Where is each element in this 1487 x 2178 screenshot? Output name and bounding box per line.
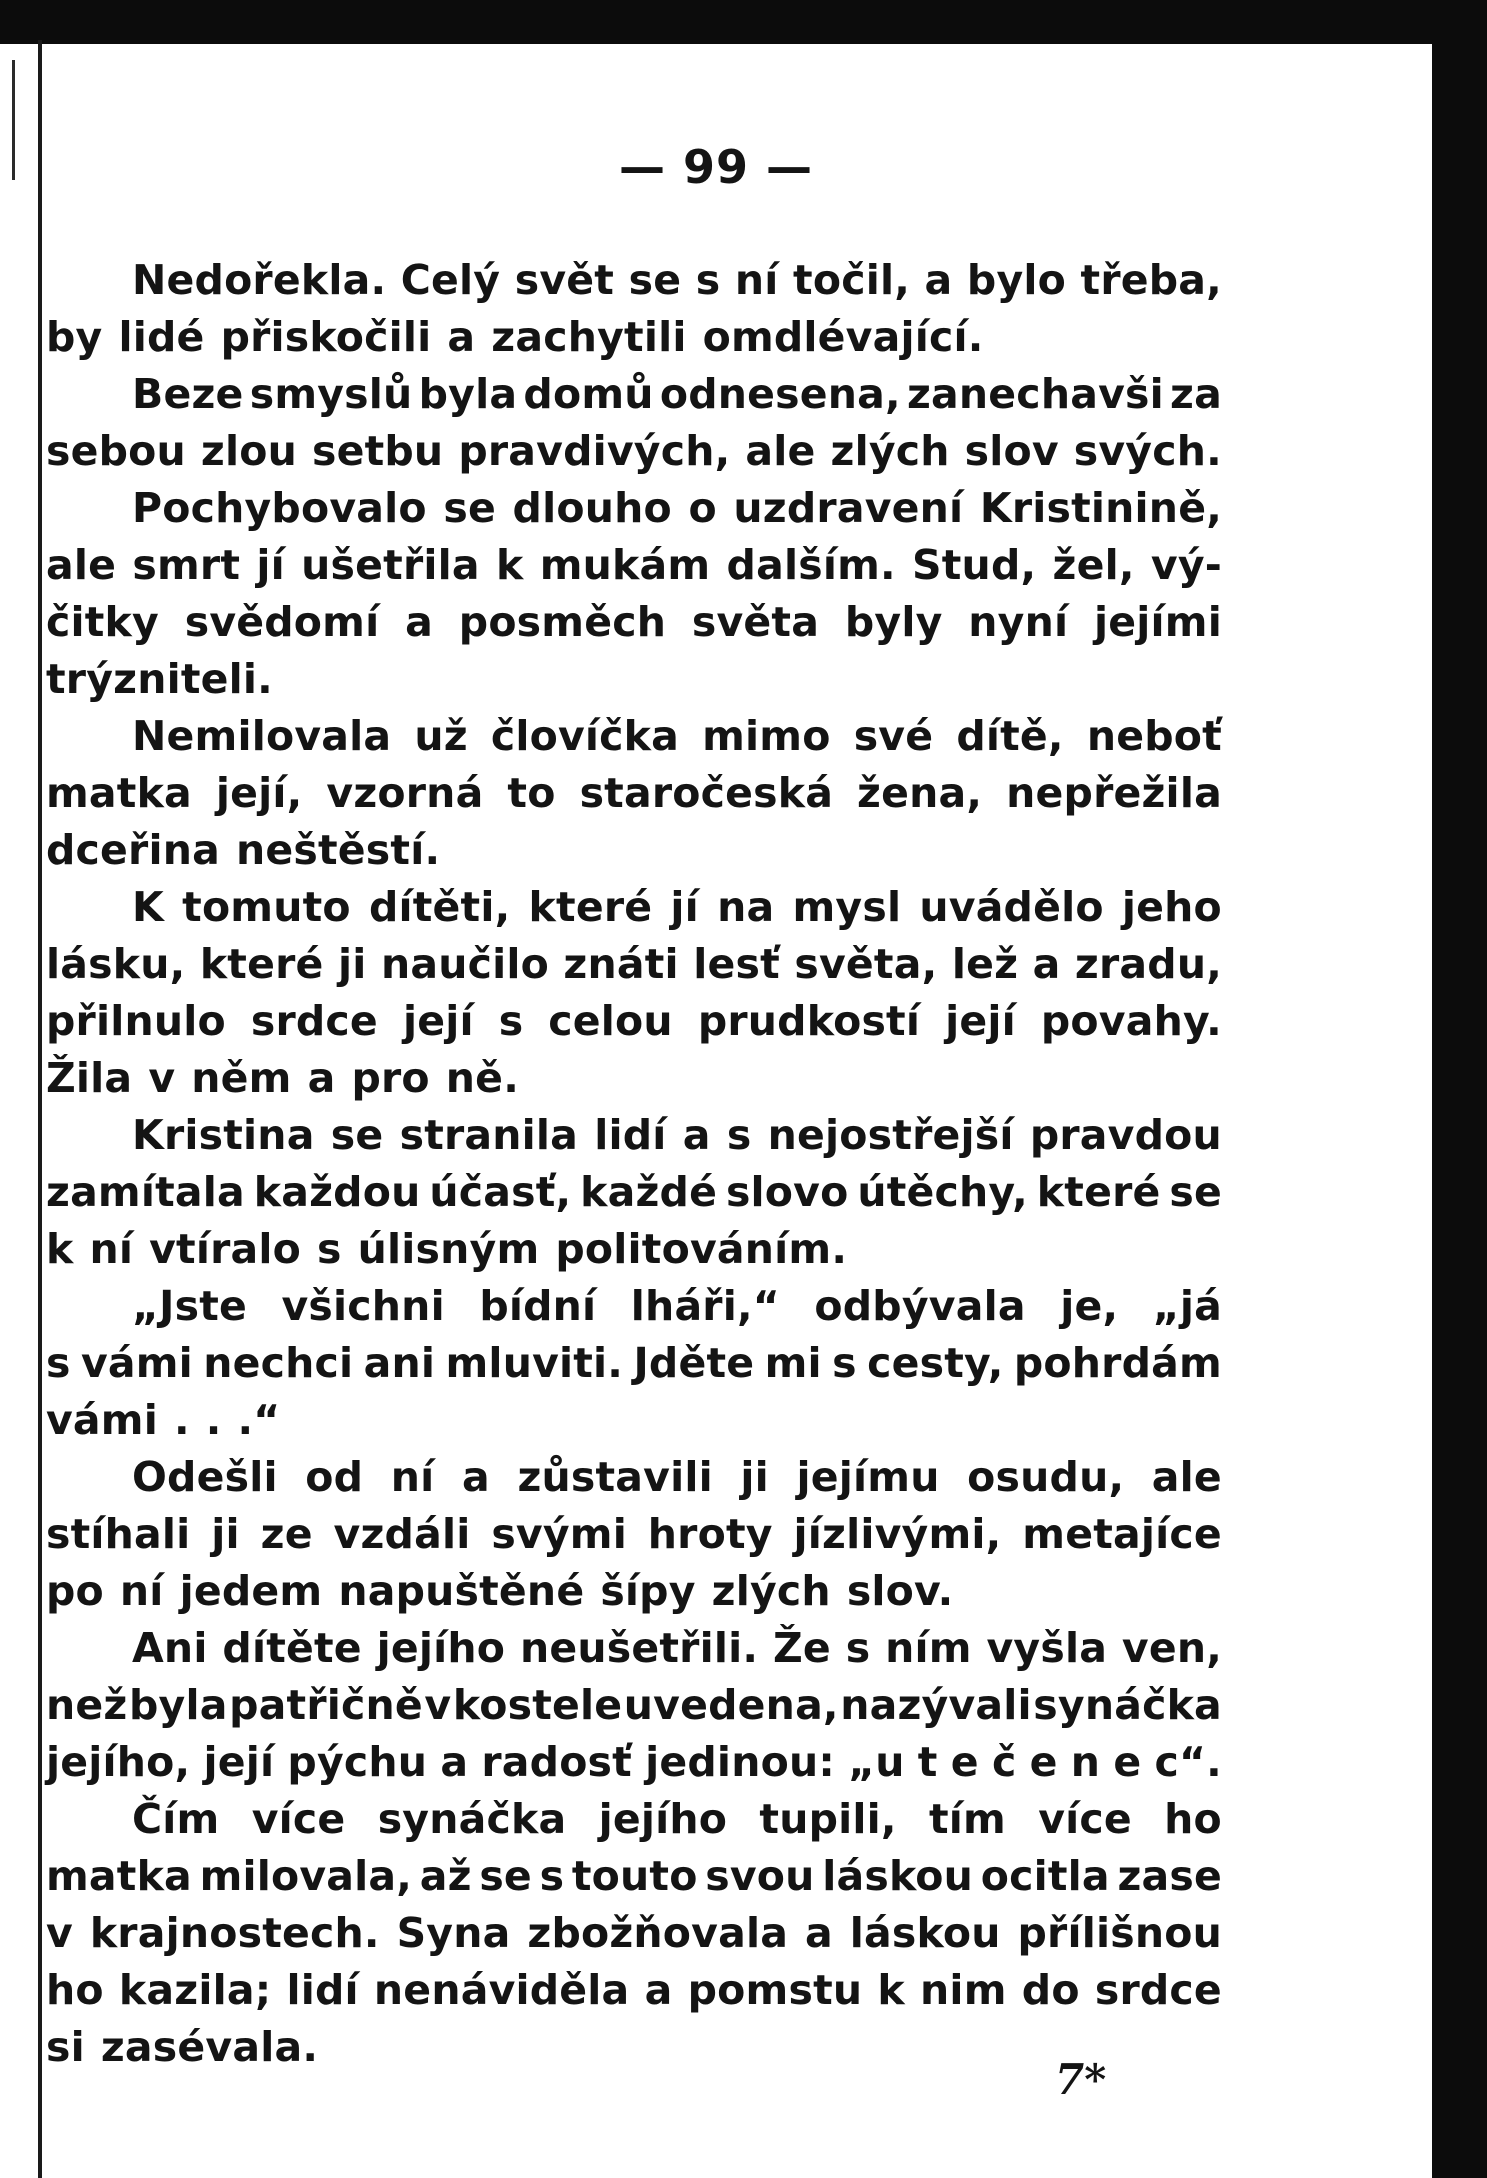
word: čitky bbox=[46, 598, 159, 646]
text-line bbox=[46, 484, 1222, 541]
word: k bbox=[46, 1225, 74, 1273]
word: zase bbox=[1117, 1852, 1222, 1900]
text-line bbox=[46, 370, 1222, 427]
word: . bbox=[173, 1396, 190, 1444]
word: všichni bbox=[281, 1282, 445, 1330]
word: e bbox=[1113, 1738, 1142, 1786]
word: ní bbox=[89, 1225, 134, 1273]
word: ji bbox=[740, 1453, 769, 1501]
word: a bbox=[447, 313, 476, 361]
word: za bbox=[1170, 370, 1222, 418]
word: s bbox=[832, 1339, 857, 1387]
word: její bbox=[203, 1738, 275, 1786]
text-line bbox=[46, 541, 1222, 598]
word: matka bbox=[46, 769, 192, 817]
word: ale bbox=[1151, 1453, 1222, 1501]
word: a bbox=[1032, 940, 1061, 988]
word: lásku, bbox=[46, 940, 186, 988]
word: vý- bbox=[1150, 541, 1222, 589]
word: její, bbox=[215, 769, 303, 817]
word: s bbox=[46, 1339, 71, 1387]
word: ní bbox=[119, 1567, 164, 1615]
word: krajnostech. bbox=[89, 1909, 380, 1957]
word: neštěstí. bbox=[236, 826, 441, 874]
word: vzdáli bbox=[333, 1510, 471, 1558]
word: své bbox=[853, 712, 934, 760]
word: „Jste bbox=[132, 1282, 248, 1330]
text-line bbox=[46, 1396, 1222, 1453]
printer-signature-mark: 7* bbox=[1055, 2055, 1107, 2104]
word: byla bbox=[128, 1681, 228, 1729]
word: cesty, bbox=[867, 1339, 1004, 1387]
word: Kristinině, bbox=[979, 484, 1222, 532]
word: láskou bbox=[822, 1852, 974, 1900]
word: tím bbox=[928, 1795, 1006, 1843]
text-line bbox=[46, 769, 1222, 826]
word: trýzniteli. bbox=[46, 655, 273, 703]
word: „u bbox=[848, 1738, 905, 1786]
word: ven, bbox=[1121, 1624, 1222, 1672]
word: uzdravení bbox=[733, 484, 964, 532]
word: človíčka bbox=[490, 712, 680, 760]
word: dlouho bbox=[512, 484, 672, 532]
word: neboť bbox=[1086, 712, 1222, 760]
word: zamítala bbox=[46, 1168, 245, 1216]
word: lesť bbox=[693, 940, 780, 988]
word: synáčka bbox=[377, 1795, 567, 1843]
word: a bbox=[440, 1738, 469, 1786]
scan-top-border bbox=[0, 0, 1487, 44]
word: K bbox=[132, 883, 164, 931]
word: je, bbox=[1060, 1282, 1119, 1330]
word: Že bbox=[772, 1624, 831, 1672]
word: uvedena, bbox=[623, 1681, 839, 1729]
word: staročeská bbox=[579, 769, 834, 817]
word: uvádělo bbox=[919, 883, 1104, 931]
word: .“ bbox=[237, 1396, 281, 1444]
text-line bbox=[46, 1795, 1222, 1852]
word: mluviti. bbox=[445, 1339, 624, 1387]
word: jedem bbox=[179, 1567, 323, 1615]
word: šípy bbox=[600, 1567, 696, 1615]
word: se bbox=[443, 484, 496, 532]
word: ze bbox=[260, 1510, 313, 1558]
word: hroty bbox=[647, 1510, 773, 1558]
word: srdce bbox=[250, 997, 378, 1045]
word: ji bbox=[211, 1510, 240, 1558]
word: nepřežila bbox=[1006, 769, 1222, 817]
word: jejího bbox=[376, 1624, 506, 1672]
text-line bbox=[46, 313, 1222, 370]
word: mi bbox=[764, 1339, 822, 1387]
word: domů bbox=[523, 370, 654, 418]
word: Stud, bbox=[912, 541, 1037, 589]
word: žena, bbox=[857, 769, 983, 817]
word: světa bbox=[691, 598, 820, 646]
word: do bbox=[1021, 1966, 1080, 2014]
word: ji bbox=[337, 940, 367, 988]
word: jejímu bbox=[796, 1453, 940, 1501]
word: slov bbox=[964, 427, 1059, 475]
page-number: — 99 — bbox=[618, 140, 814, 194]
word: zanechavši bbox=[906, 370, 1164, 418]
word: ani bbox=[363, 1339, 436, 1387]
word: slov. bbox=[846, 1567, 954, 1615]
word: zůstavili bbox=[517, 1453, 713, 1501]
word: si bbox=[46, 2023, 85, 2071]
word: lháři,“ bbox=[630, 1282, 780, 1330]
word: Kristina bbox=[132, 1111, 315, 1159]
word: mysl bbox=[792, 883, 902, 931]
word: a bbox=[644, 1966, 673, 2014]
word: nazývali bbox=[840, 1681, 1032, 1729]
word: od bbox=[305, 1453, 364, 1501]
word: bídní bbox=[479, 1282, 597, 1330]
word: svědomí bbox=[184, 598, 380, 646]
word: naučilo bbox=[380, 940, 549, 988]
word: se bbox=[628, 256, 682, 304]
word: č bbox=[991, 1738, 1017, 1786]
word: Jděte bbox=[633, 1339, 755, 1387]
word: omdlévající. bbox=[702, 313, 984, 361]
word: které bbox=[199, 940, 324, 988]
word: pýchu bbox=[287, 1738, 428, 1786]
word: ní bbox=[390, 1453, 435, 1501]
word: svými bbox=[491, 1510, 627, 1558]
word: se bbox=[330, 1111, 384, 1159]
word: s bbox=[317, 1225, 342, 1273]
text-line bbox=[46, 883, 1222, 940]
text-line bbox=[46, 1681, 1222, 1738]
word: s bbox=[695, 256, 721, 304]
word: Nemilovala bbox=[132, 712, 392, 760]
text-line bbox=[46, 1111, 1222, 1168]
word: její bbox=[945, 997, 1016, 1045]
word: nejostřejší bbox=[767, 1111, 1014, 1159]
word: mukám bbox=[539, 541, 711, 589]
word: v bbox=[424, 1681, 452, 1729]
word: osudu, bbox=[967, 1453, 1125, 1501]
text-line bbox=[46, 826, 1222, 883]
text-line bbox=[46, 427, 1222, 484]
word: útěchy, bbox=[857, 1168, 1028, 1216]
word: . bbox=[205, 1396, 222, 1444]
word: láskou bbox=[849, 1909, 1001, 1957]
word: Beze bbox=[132, 370, 244, 418]
word: matka bbox=[46, 1852, 192, 1900]
word: svých. bbox=[1073, 427, 1222, 475]
word: už bbox=[414, 712, 468, 760]
word: něm bbox=[191, 1054, 292, 1102]
word: a bbox=[307, 1054, 336, 1102]
word: odbývala bbox=[814, 1282, 1026, 1330]
word: nenáviděla bbox=[373, 1966, 630, 2014]
word: to bbox=[507, 769, 556, 817]
word: dítěte bbox=[222, 1624, 362, 1672]
word: vzorná bbox=[326, 769, 484, 817]
text-line bbox=[46, 1738, 1222, 1795]
word: politováním. bbox=[555, 1225, 848, 1273]
word: zachytili bbox=[491, 313, 687, 361]
word: až bbox=[419, 1852, 472, 1900]
word: jejího, bbox=[46, 1738, 191, 1786]
word: s bbox=[539, 1852, 565, 1900]
text-line bbox=[46, 1624, 1222, 1681]
word: každou bbox=[253, 1168, 421, 1216]
word: vámi bbox=[80, 1339, 193, 1387]
word: jeho bbox=[1121, 883, 1222, 931]
word: Celý bbox=[400, 256, 501, 304]
word: ho bbox=[46, 1966, 104, 2014]
word: k bbox=[877, 1966, 905, 2014]
word: které bbox=[1036, 1168, 1161, 1216]
word: zradu, bbox=[1074, 940, 1222, 988]
word: pravdou bbox=[1029, 1111, 1222, 1159]
word: ale bbox=[46, 541, 117, 589]
word: vtíralo bbox=[149, 1225, 302, 1273]
word: kazila; bbox=[118, 1966, 272, 2014]
text-line bbox=[46, 1909, 1222, 1966]
word: účasť, bbox=[429, 1168, 572, 1216]
word: Žila bbox=[46, 1054, 133, 1102]
word: točil, bbox=[793, 256, 910, 304]
word: byly bbox=[844, 598, 943, 646]
text-line bbox=[46, 1966, 1222, 2023]
word: ně. bbox=[445, 1054, 519, 1102]
word: přílišnou bbox=[1017, 1909, 1222, 1957]
word: dceřina bbox=[46, 826, 220, 874]
text-line bbox=[46, 1339, 1222, 1396]
word: setbu bbox=[311, 427, 444, 475]
word: celou bbox=[548, 997, 673, 1045]
text-line bbox=[46, 940, 1222, 997]
word: nim bbox=[920, 1966, 1007, 2014]
word: posměch bbox=[458, 598, 667, 646]
word: jízlivými, bbox=[793, 1510, 1002, 1558]
body-text bbox=[46, 256, 1222, 2080]
text-line bbox=[46, 712, 1222, 769]
word: svou bbox=[705, 1852, 815, 1900]
word: pravdivých, bbox=[458, 427, 731, 475]
word: lidí bbox=[286, 1966, 359, 2014]
word: smyslů bbox=[249, 370, 413, 418]
word: t bbox=[917, 1738, 938, 1786]
word: o bbox=[688, 484, 717, 532]
word: lidé bbox=[118, 313, 205, 361]
word: znáti bbox=[563, 940, 679, 988]
word: „já bbox=[1152, 1282, 1222, 1330]
word: ocitla bbox=[980, 1852, 1110, 1900]
word: více bbox=[1038, 1795, 1132, 1843]
word: zlých bbox=[830, 427, 950, 475]
word: prudkostí bbox=[697, 997, 921, 1045]
word: e bbox=[1029, 1738, 1058, 1786]
word: Odešli bbox=[132, 1453, 278, 1501]
word: nechci bbox=[203, 1339, 354, 1387]
word: stranila bbox=[399, 1111, 579, 1159]
word: by bbox=[46, 313, 103, 361]
word: smrt bbox=[132, 541, 241, 589]
word: a bbox=[462, 1453, 490, 1501]
word: dalším. bbox=[726, 541, 896, 589]
word: vámi bbox=[46, 1396, 158, 1444]
word: se bbox=[1169, 1168, 1222, 1216]
word: touto bbox=[571, 1852, 698, 1900]
word: ním bbox=[885, 1624, 972, 1672]
word: k bbox=[496, 541, 524, 589]
word: svět bbox=[514, 256, 615, 304]
word: jedinou: bbox=[645, 1738, 835, 1786]
word: lež bbox=[951, 940, 1019, 988]
word: s bbox=[498, 997, 524, 1045]
word: a bbox=[924, 256, 953, 304]
word: Ani bbox=[132, 1624, 208, 1672]
word: milovala, bbox=[199, 1852, 413, 1900]
word: tupili, bbox=[759, 1795, 897, 1843]
word: synáčka bbox=[1033, 1681, 1222, 1729]
word: jejího bbox=[598, 1795, 728, 1843]
word: přiskočili bbox=[220, 313, 432, 361]
word: pohrdám bbox=[1013, 1339, 1222, 1387]
word: více bbox=[251, 1795, 346, 1843]
word: a bbox=[804, 1909, 833, 1957]
word: metajíce bbox=[1022, 1510, 1222, 1558]
word: bylo bbox=[966, 256, 1067, 304]
word: byla bbox=[418, 370, 518, 418]
word: světa, bbox=[794, 940, 938, 988]
text-line bbox=[46, 1453, 1222, 1510]
word: ale bbox=[745, 427, 816, 475]
word: stíhali bbox=[46, 1510, 191, 1558]
word: Čím bbox=[132, 1795, 220, 1843]
word: zbožňovala bbox=[527, 1909, 789, 1957]
word: zasévala. bbox=[100, 2023, 319, 2071]
word: kostele bbox=[452, 1681, 623, 1729]
word: neušetřili. bbox=[519, 1624, 759, 1672]
word: vyšla bbox=[986, 1624, 1108, 1672]
word: e bbox=[950, 1738, 979, 1786]
word: se bbox=[479, 1852, 532, 1900]
word: zlých bbox=[711, 1567, 831, 1615]
word: úlisným bbox=[357, 1225, 540, 1273]
text-line bbox=[46, 997, 1222, 1054]
word: povahy. bbox=[1040, 997, 1222, 1045]
word: nyní bbox=[968, 598, 1069, 646]
word: Syna bbox=[396, 1909, 511, 1957]
word: ušetřila bbox=[301, 541, 480, 589]
word: s bbox=[726, 1111, 752, 1159]
word: žel, bbox=[1052, 541, 1135, 589]
word: třeba, bbox=[1080, 256, 1222, 304]
word: s bbox=[845, 1624, 871, 1672]
word: tomuto bbox=[182, 883, 351, 931]
word: než bbox=[46, 1681, 128, 1729]
word: její bbox=[402, 997, 474, 1045]
word: v bbox=[148, 1054, 176, 1102]
word: pomstu bbox=[687, 1966, 863, 2014]
text-line bbox=[46, 655, 1222, 712]
word: jí bbox=[256, 541, 285, 589]
word: lidí bbox=[594, 1111, 667, 1159]
word: c“. bbox=[1154, 1738, 1222, 1786]
word: mimo bbox=[702, 712, 831, 760]
scan-right-border bbox=[1432, 0, 1487, 2178]
text-line bbox=[46, 256, 1222, 313]
word: přilnulo bbox=[46, 997, 226, 1045]
word: srdce bbox=[1094, 1966, 1222, 2014]
word: slovo bbox=[725, 1168, 849, 1216]
text-line bbox=[46, 2023, 1222, 2080]
text-line bbox=[46, 1567, 1222, 1624]
word: Pochybovalo bbox=[132, 484, 427, 532]
text-line bbox=[46, 1168, 1222, 1225]
word: napuštěné bbox=[338, 1567, 585, 1615]
word: Nedořekla. bbox=[132, 256, 387, 304]
word: a bbox=[405, 598, 433, 646]
text-line bbox=[46, 1225, 1222, 1282]
text-line bbox=[46, 598, 1222, 655]
word: a bbox=[682, 1111, 711, 1159]
word: po bbox=[46, 1567, 104, 1615]
word: jí bbox=[670, 883, 699, 931]
word: každé bbox=[580, 1168, 718, 1216]
word: odnesena, bbox=[659, 370, 901, 418]
word: na bbox=[717, 883, 775, 931]
word: v bbox=[46, 1909, 73, 1957]
word: dítěti, bbox=[368, 883, 511, 931]
word: radosť bbox=[481, 1738, 632, 1786]
word: pro bbox=[351, 1054, 430, 1102]
text-line bbox=[46, 1510, 1222, 1567]
word: které bbox=[528, 883, 653, 931]
word: ho bbox=[1164, 1795, 1222, 1843]
word: ní bbox=[734, 256, 779, 304]
word: patřičně bbox=[229, 1681, 423, 1729]
word: dítě, bbox=[956, 712, 1064, 760]
scan-left-edge-line bbox=[38, 40, 42, 2178]
text-line bbox=[46, 1282, 1222, 1339]
word: sebou bbox=[46, 427, 186, 475]
word: jejími bbox=[1094, 598, 1222, 646]
word: n bbox=[1070, 1738, 1101, 1786]
text-line bbox=[46, 1054, 1222, 1111]
text-line bbox=[46, 1852, 1222, 1909]
word: zlou bbox=[200, 427, 297, 475]
